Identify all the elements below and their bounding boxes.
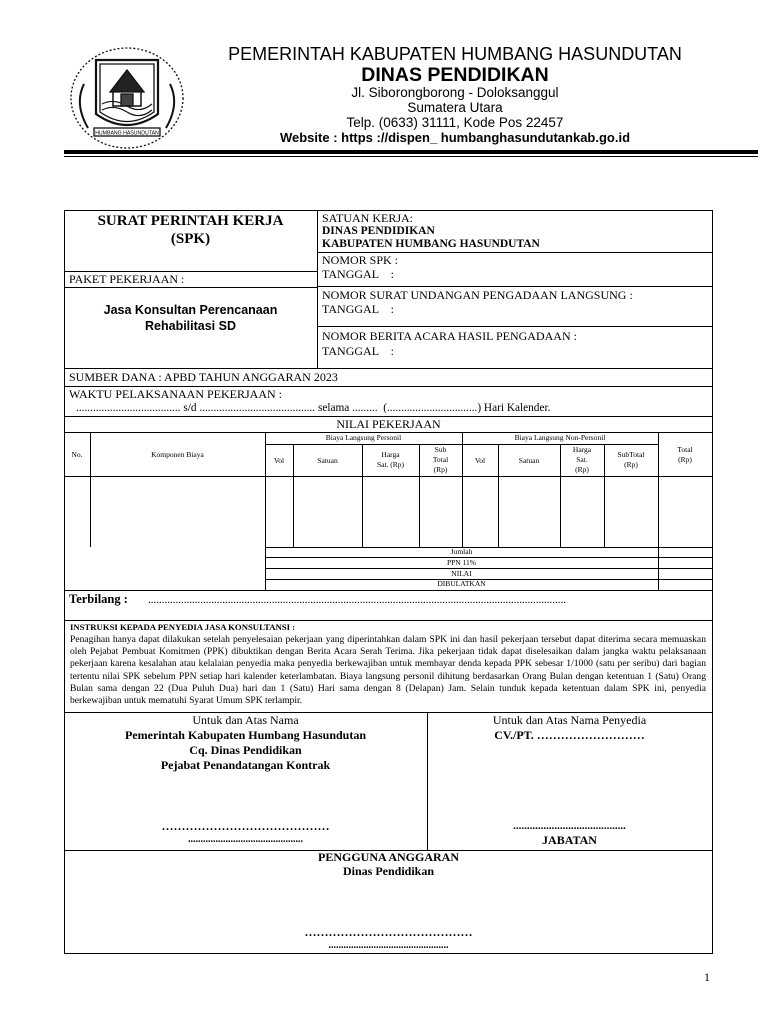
- pengguna-anggaran-nip-dots: ................................................: [328, 940, 449, 951]
- website-link[interactable]: Website : https ://dispen_ humbanghasundutankab.go.id: [279, 130, 631, 145]
- pengguna-anggaran-unit: Dinas Pendidikan: [342, 864, 435, 878]
- col-harga-2a: Harga: [572, 445, 592, 454]
- waktu-label: WAKTU PELAKSANAAN PEKERJAAN :: [69, 387, 282, 401]
- gov-name: PEMERINTAH KABUPATEN HUMBANG HASUNDUTAN: [228, 44, 682, 64]
- sign-right-line2: CV./PT. ………………………: [494, 728, 645, 742]
- col-harga-1b: Sat. (Rp): [376, 460, 405, 469]
- agency-name: DINAS PENDIDIKAN: [361, 64, 549, 86]
- col-harga-2b: Sat.: [576, 455, 588, 464]
- satuan-kerja-2: KABUPATEN HUMBANG HASUNDUTAN: [322, 238, 540, 250]
- sign-right-line1: Untuk dan Atas Nama Penyedia: [492, 713, 647, 727]
- paket-name-2: Rehabilitasi SD: [145, 319, 236, 333]
- page-number: 1: [704, 970, 710, 984]
- regency-logo: [66, 44, 188, 150]
- paket-name-1: Jasa Konsultan Perencanaan: [103, 303, 278, 317]
- col-total-b: (Rp): [678, 455, 692, 464]
- col-non-personil: Biaya Langsung Non-Personil: [514, 433, 606, 442]
- col-no: No.: [71, 450, 83, 459]
- col-harga-2c: (Rp): [575, 465, 589, 474]
- header-rule-thin: [64, 156, 758, 157]
- col-sub-a: Sub: [434, 445, 447, 454]
- col-subtotal-b: (Rp): [624, 460, 638, 469]
- address-province: Sumatera Utara: [407, 100, 503, 115]
- row-ppn: PPN 11%: [446, 558, 477, 567]
- sign-left-line1: Untuk dan Atas Nama: [192, 713, 299, 727]
- col-harga-1a: Harga: [381, 450, 400, 459]
- nomor-berita-label: NOMOR BERITA ACARA HASIL PENGADAAN :: [322, 329, 577, 343]
- col-total-a: Total: [677, 445, 693, 454]
- col-komponen: Komponen Biaya: [151, 450, 204, 459]
- sign-right-name-dots: .........................................: [513, 820, 626, 832]
- sign-left-line3: Cq. Dinas Pendidikan: [189, 743, 302, 757]
- instruksi-title: INSTRUKSI KEPADA PENYEDIA JASA KONSULTANSI :: [70, 622, 296, 632]
- col-satuan-2: Satuan: [518, 456, 540, 465]
- nilai-pekerjaan-label: NILAI PEKERJAAN: [336, 417, 441, 431]
- row-jumlah: Jumlah: [450, 547, 473, 556]
- spk-title: SURAT PERINTAH KERJA: [97, 213, 284, 229]
- col-subtotal-a: SubTotal: [617, 450, 645, 459]
- col-vol-1: Vol: [273, 456, 285, 465]
- waktu-line: ..................................... s/d ......................................... selama ......... (................................) Hari Kalender.: [76, 402, 551, 414]
- satuan-kerja-label: SATUAN KERJA:: [322, 211, 414, 225]
- address-street: Jl. Siborongborong - Doloksanggul: [351, 85, 559, 100]
- pengguna-anggaran-name-dots: ……………………………………: [304, 925, 473, 939]
- pengguna-anggaran-title: PENGGUNA ANGGARAN: [317, 850, 459, 864]
- tanggal-spk-label: TANGGAL :: [322, 267, 394, 281]
- logo-lettering: HUMBANG HASUNDUTAN: [95, 130, 159, 137]
- terbilang-dots: ........................................................................................................................................................: [148, 594, 566, 606]
- header-rule-thick: [64, 150, 758, 154]
- col-satuan-1: Satuan: [317, 456, 338, 465]
- col-sub-c: (Rp): [433, 465, 448, 474]
- sign-left-nip-dots: ..............................................: [188, 834, 303, 845]
- terbilang-label: Terbilang :: [69, 592, 128, 606]
- address-phone: Telp. (0633) 31111, Kode Pos 22457: [346, 115, 564, 130]
- sign-left-line2: Pemerintah Kabupaten Humbang Hasundutan: [124, 728, 367, 742]
- nomor-undangan-label: NOMOR SURAT UNDANGAN PENGADAAN LANGSUNG :: [322, 288, 633, 302]
- col-vol-2: Vol: [474, 456, 486, 465]
- sign-left-line4: Pejabat Penandatangan Kontrak: [160, 758, 331, 772]
- spk-abbrev: (SPK): [170, 231, 211, 247]
- satuan-kerja-1: DINAS PENDIDIKAN: [322, 225, 435, 237]
- nomor-spk-label: NOMOR SPK :: [322, 253, 399, 267]
- col-personil: Biaya Langsung Personil: [325, 433, 402, 442]
- row-nilai: NILAI: [451, 569, 472, 578]
- row-dibulatkan: DIBULATKAN: [437, 579, 486, 588]
- sign-left-name-dots: ……………………………………: [161, 819, 330, 833]
- instruksi-body: Penagihan hanya dapat dilakukan setelah penyelesaian pekerjaan yang diperintahkan dalam SPK ini dan hasil pekerjaan tersebut dapat diterima secara memuaskan oleh Pejabat Pembuat Komitmen (PPK) dibuktikan dengan Berita Acara Serah Terima. Jika pekerjaan tidak dapat diselesaikan dalam jangka waktu pelaksanaan pekerjaan karena kesalahan atau kelalaian penyedia maka penyedia berkewajiban untuk membayar denda kepada PPK sebesar 1/1000 (satu per seribu) dari bagian tertentu nilai SPK sebelum PPN setiap hari kalender keterlambatan. Biaya langsung personil dihitung berdasarkan Orang Bulan dengan ketentuan 1 (Satu) Orang Bulan sama dengan 22 (Dua Puluh Dua) hari dan 1 (Satu) Hari sama dengan 8 (Delapan) Jam. Selain tunduk kepada ketentuan dalam SPK ini, penyedia berkewajiban untuk mematuhi Syarat Umum SPK terlampir.: [70, 634, 706, 707]
- paket-label: PAKET PEKERJAAN :: [69, 272, 185, 286]
- tanggal-undangan-label: TANGGAL :: [322, 302, 394, 316]
- sign-right-jabatan: JABATAN: [542, 833, 597, 847]
- tanggal-berita-label: TANGGAL :: [322, 344, 394, 358]
- col-sub-b: Total: [432, 455, 449, 464]
- sumber-dana: SUMBER DANA : APBD TAHUN ANGGARAN 2023: [69, 370, 338, 384]
